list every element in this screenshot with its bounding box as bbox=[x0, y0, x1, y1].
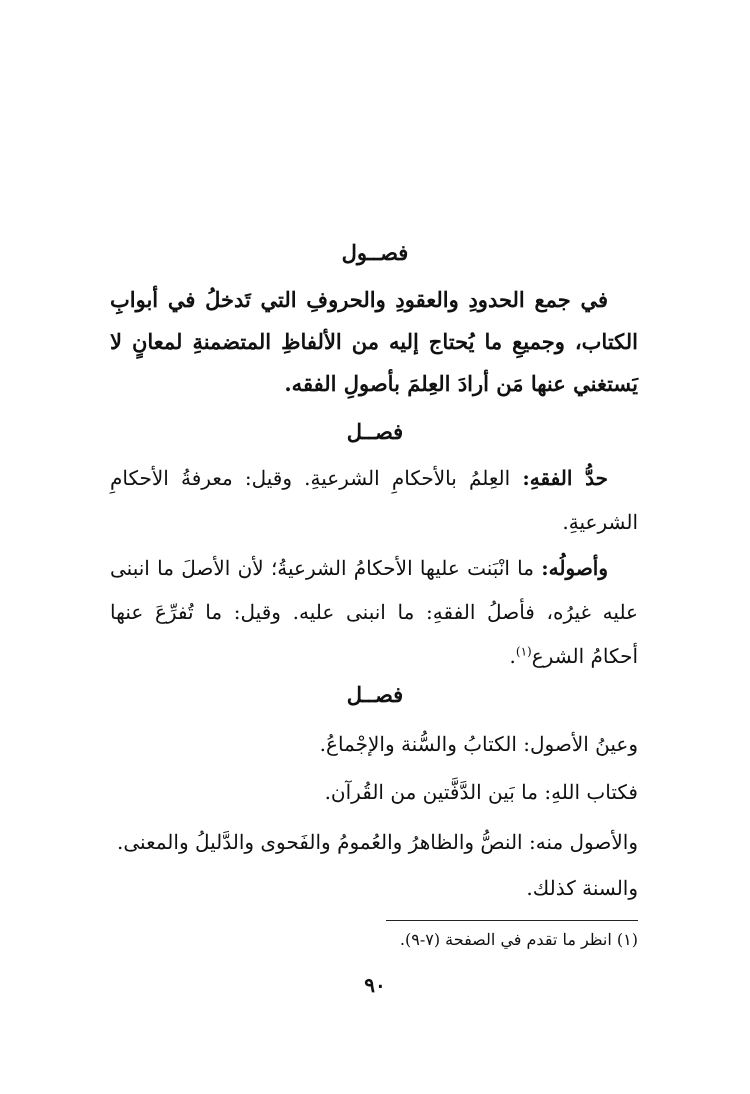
footnote: (١) انظر ما تقدم في الصفحة (٧-٩). bbox=[399, 930, 638, 949]
definition-fiqh-text: العِلمُ بالأحكامِ الشرعيةِ. وقيل: معرفةُ الأحكامِ الشرعيةِ. bbox=[110, 466, 638, 534]
text-line: والسنة كذلك. bbox=[526, 876, 638, 900]
definition-usul-end: . bbox=[509, 644, 516, 668]
section-heading-fasl-2: فصــل bbox=[346, 682, 404, 707]
page-number: ٩٠ bbox=[364, 973, 386, 997]
text-line: والأصول منه: النصُّ والظاهرُ والعُمومُ والفَحوى والدَّليلُ والمعنى. bbox=[117, 830, 638, 854]
definition-fiqh-lead: حدُّ الفقهِ: bbox=[522, 466, 609, 490]
footnote-reference: (١) bbox=[515, 644, 532, 659]
definition-usul bbox=[110, 546, 638, 678]
text-line: وعينُ الأصول: الكتابُ والسُّنة والإجْماعُ. bbox=[319, 732, 638, 756]
text-line: فكتاب اللهِ: ما بَين الدَّفَّتين من القُرآن. bbox=[324, 780, 638, 804]
definition-usul-text: ما انْبَنت عليها الأحكامُ الشرعيةُ؛ لأن الأصلَ ما انبنى عليه غيرُه، فأصلُ الفقهِ: ما انبنى عليه. وقيل: ما تُفرِّعَ عنها أحكامُ الشرع bbox=[110, 556, 638, 668]
definition-usul-lead: وأصولُه: bbox=[541, 556, 609, 580]
definition-fiqh bbox=[110, 456, 638, 544]
section-heading-fasl-1: فصــل bbox=[346, 419, 404, 444]
footnote-separator bbox=[386, 920, 638, 921]
intro-paragraph-text: في جمع الحدودِ والعقودِ والحروفِ التي تَدخلُ في أبوابِ الكتاب، وجميعِ ما يُحتاج إليه من الألفاظِ المتضمنةِ لمعانٍ لا يَستغني عنها مَن أرادَ العِلمَ بأصولِ الفقه. bbox=[110, 287, 638, 396]
section-heading-fusul: فصــول bbox=[341, 240, 409, 265]
intro-paragraph bbox=[110, 279, 638, 405]
